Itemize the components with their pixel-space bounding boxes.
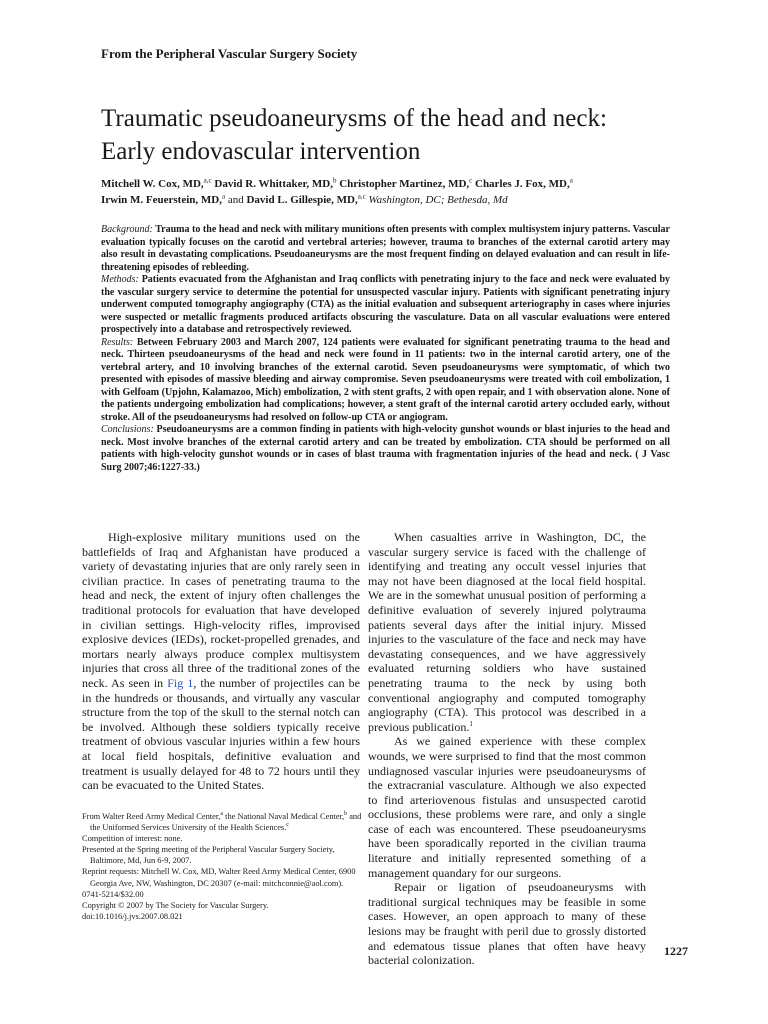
abstract-text: Pseudoaneurysms are a common finding in patients with high-velocity gunshot wounds or blast injuries to the head and neck. Most involve branches of the external carotid artery and can be treated by embolization. CTA should be performed on all patients with high-velocity gunshot wounds or in cases of blast trauma with fragmentation injuries of the head and neck. ( J Vasc Surg 2007;46:1227-33.) [101,424,670,473]
body-column-left [82,530,360,793]
footnote-text: the National Naval Medical Center, [223,812,345,821]
abstract-label: Results: [101,336,134,348]
abstract-text: Patients evacuated from the Afghanistan and Iraq conflicts with penetrating injury to the face and neck were evaluated by the vascular surgery service to determine the potential for unsuspected vascular injury. Patients with significant penetrating injury underwent computed tomography angiography (CTA) as the initial evaluation and subsequent arteriography in cases where injuries were suspected or metallic fragments produced artifacts obscuring the vasculature. Data on all vascular evaluations were entered prospectively into a database and retrospectively reviewed. [101,274,670,335]
affiliation-marker: c [469,176,473,185]
figure-link[interactable]: Fig 1 [167,675,194,690]
body-column-right [368,530,646,968]
abstract [101,224,670,474]
footnote-reprint: Reprint requests: Mitchell W. Cox, MD, Walter Reed Army Medical Center, 6900 Georgia Ave, NW, Washington, DC 20307 (e-mail: mitchconnie@aol.com). [82,867,356,888]
abstract-background [101,224,670,274]
abstract-results [101,337,670,425]
body-paragraph [368,530,646,734]
page-number: 1227 [664,944,688,958]
journal-section-header: From the Peripheral Vascular Surgery Society [101,46,358,61]
abstract-label: Methods: [101,274,139,285]
affiliation-marker: a,c [357,191,366,200]
abstract-conclusions [101,424,670,474]
footnotes [82,811,372,922]
footnote-doi: doi:10.1016/j.jvs.2007.08.021 [82,911,183,921]
body-paragraph: As we gained experience with these complex wounds, we were surprised to find that the most common undiagnosed vascular injuries were pseudoaneurysms of the extracranial vasculature. Although we also expected to find arteriovenous fistulas and unsuspected carotid occlusions, these problems were rare, and only a single case of each was encountered. These pseudoaneurysms have been sporadically reported in the civilian trauma literature and initially represented something of a management quandary for our surgeons. [368,734,646,880]
affiliation-marker: a [220,811,224,818]
abstract-text: Between February 2003 and March 2007, 124 patients were evaluated for significant penetrating trauma to the head and neck. Thirteen pseudoaneurysms of the head and neck were found in 11 patients: two in the internal carotid artery, one of the vertebral artery, and 10 involving branches of the external carotid. Seven pseudoaneurysms were symptomatic, of which two presented with episodes of massive bleeding and airway compromise. Seven pseudoaneurysms were treated with coil embolization, 1 with Gelfoam (Upjohn, Kalamazoo, Mich) embolization, 2 with stent grafts, 2 with open repair, and 1 with observation alone. None of the patients undergoing embolization had complications; however, a stent graft of the internal carotid artery occluded early, without stroke. All of the pseudoaneurysms had resolved on follow-up CTA or angiogram. [101,336,670,423]
footnote-text: and the Uniformed Services University of the Health Sciences. [90,812,362,833]
author-name: Irwin M. Feuerstein, MD, [101,193,222,206]
affiliation-marker: c [286,822,289,829]
author-line [101,193,701,209]
body-text: High-explosive military munitions used on the battlefields of Iraq and Afghanistan have produced a variety of devastating injuries that are only rarely seen in civilian practice. In cases of penetrating trauma to the head and neck, the extent of injury often challenges the traditional protocols for evaluation that have developed in civilian settings. High-velocity rifles, improvised explosive devices (IEDs), rocket-propelled grenades, and mortars nearly always produce complex multisystem injuries that cross all three of the traditional zones of the neck. As seen in [82,530,360,690]
article-title [101,102,701,168]
footnote-copyright: Copyright © 2007 by The Society for Vascular Surgery. [82,900,269,910]
body-paragraph [82,530,360,793]
affiliation-marker: b [344,811,348,818]
footnote-affiliations [82,811,372,833]
footnote-text: From Walter Reed Army Medical Center, [82,812,221,821]
body-text: , the number of projectiles can be in the hundreds or thousands, and virtually any vascular structure from the top of the skull to the sternal notch can be involved. Although these soldiers typically receive treatment of obvious vascular injuries within a few hours at local field hospitals, definitive evaluation and treatment is usually delayed for 48 to 72 hours until they can be evacuated to the United States. [82,675,360,793]
affiliation-marker: a [221,191,226,200]
author-name: David L. Gillespie, MD, [246,193,358,206]
author-list [101,177,701,208]
author-line [101,177,701,193]
abstract-methods [101,274,670,337]
abstract-text: Trauma to the head and neck with military munitions often presents with complex multisystem injury patterns. Vascular evaluation typically focuses on the carotid and vertebral arteries; however, trauma to branches of the external carotid artery may also result in devastating complications. Pseudoaneurysms are the most frequent finding on delayed evaluation and can result in life-threatening episodes of rebleeding. [101,224,670,273]
footnote-presented: Presented at the Spring meeting of the Peripheral Vascular Surgery Society, Baltimore, Md, Jun 6-9, 2007. [82,845,335,866]
reference-marker[interactable]: 1 [469,719,473,728]
author-name: David R. Whittaker, MD, [211,178,333,190]
affiliation-marker: b [332,176,337,185]
body-text: When casualties arrive in Washington, DC, the vascular surgery service is faced with the challenge of identifying and treating any occult vessel injuries that may not have been diagnosed at the local field hospital. We are in the somewhat unusual position of performing a definitive evaluation of severely injured polytrauma patients several days after the initial injury. Missed injuries to the vasculature of the face and neck may have devastating consequences, and we have aggressively evaluated returning soldiers who have sustained penetrating trauma to the neck by using both conventional angiography and computed tomography angiography (CTA). This protocol was described in a previous publication. [368,530,646,734]
author-conjunction: and [225,193,247,206]
article-title-line: Traumatic pseudoaneurysms of the head and neck: [101,105,607,132]
body-paragraph: Repair or ligation of pseudoaneurysms with traditional surgical techniques may be feasible in some cases. However, an open approach to many of these lesions may be fraught with peril due to grossly distorted and edematous tissue planes that often have heavy bacterial colonization. [368,880,646,968]
author-affiliation: Washington, DC; Bethesda, Md [365,193,508,206]
abstract-label: Conclusions: [101,424,154,435]
author-name: Charles J. Fox, MD, [472,178,570,190]
article-title-line: Early endovascular intervention [101,138,421,165]
author-name: Mitchell W. Cox, MD, [101,178,204,190]
affiliation-marker: a [569,176,573,185]
author-name: Christopher Martinez, MD, [336,178,470,190]
footnote-competition: Competition of interest: none. [82,834,183,844]
affiliation-marker: a,c [203,176,212,185]
footnote-issn: 0741-5214/$32.00 [82,889,144,899]
abstract-label: Background: [101,224,153,235]
